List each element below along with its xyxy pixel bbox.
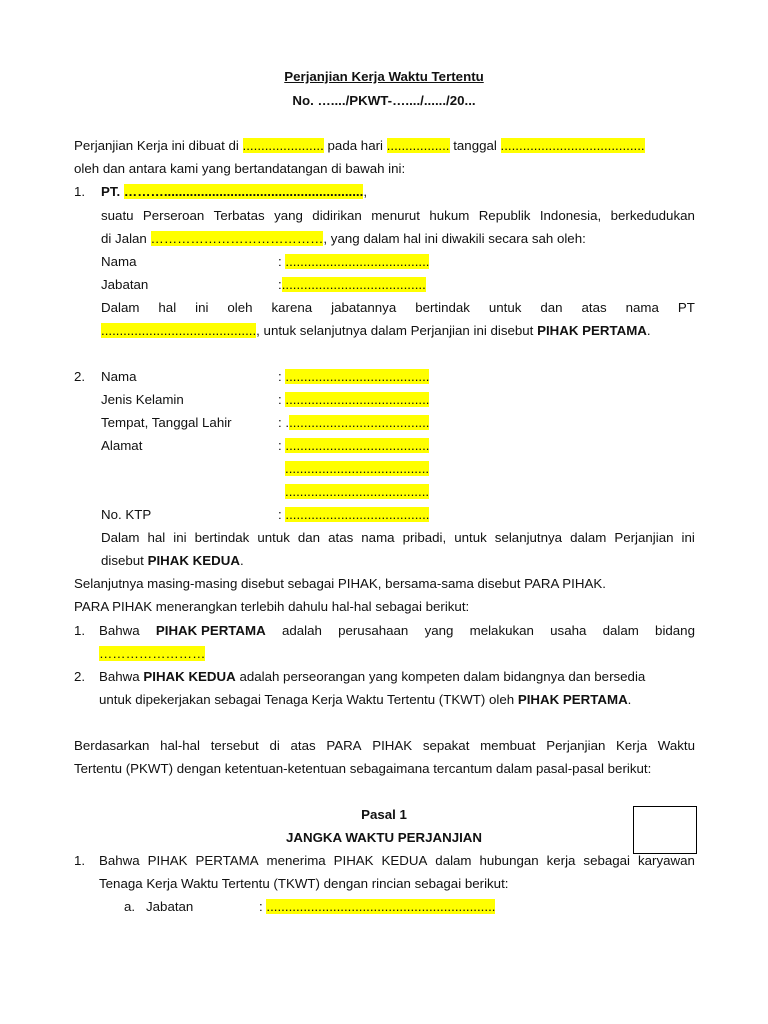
colon: : [278,438,282,453]
word: didirikan [312,208,362,223]
party2-alamat-field-3: ....................................... [285,484,430,499]
desc-text-2: , yang dalam hal ini diwakili secara sah oleh: [323,231,586,246]
word: dan [297,530,321,545]
word: Waktu [657,738,695,753]
company-name-field-2: .......................................... [101,323,257,338]
intro-text-2: pada hari [327,138,383,153]
word: untuk [488,300,522,315]
word: PARA [326,738,362,753]
party2-alamat-field-2: ....................................... [285,461,430,476]
intro-text-3: tanggal [453,138,497,153]
date-field: ....................................... [500,138,645,153]
word: membuat [480,738,536,753]
word: sepakat [422,738,470,753]
party2-ttl-field: ...................................... [289,415,430,430]
period: . [646,323,651,338]
word: dalam [570,530,607,545]
word: dalam [602,623,639,638]
desc-text: di Jalan [101,231,147,246]
word: PIHAK [333,853,374,868]
word: PIHAK [147,853,188,868]
word: ini [681,530,695,545]
party2-ktp-label: No. KTP [101,507,152,522]
colon: : [278,369,282,384]
word: PIHAK [372,738,413,753]
party2-alamat-value [278,437,429,455]
recital1-line-1 [99,622,695,640]
word: jabatannya [331,300,397,315]
word: adalah [281,623,322,638]
intro-text-1: Perjanjian Kerja ini dibuat di [74,138,239,153]
word: kerja [546,853,576,868]
party2-text-line-1 [101,529,695,547]
word: karyawan [637,853,695,868]
pasal-subtitle: JANGKA WAKTU PERJANJIAN [285,830,483,845]
word: Perseroan [142,208,205,223]
word: KEDUA [381,853,428,868]
word: hal [147,530,166,545]
jabatan-field: .............................................................. [266,899,496,914]
word: berkedudukan [610,208,695,223]
document-number: No. …..../PKWT-…..../....../20... [292,93,476,108]
pt-prefix: PT. [101,184,121,199]
pihak-pertama-label: PIHAK PERTAMA [537,323,647,338]
word: Dalam [101,530,140,545]
word: Dalam [101,300,140,315]
party2-ktp-field: ....................................... [285,507,430,522]
word: Kerja [616,738,648,753]
place-field: ...................... [242,138,324,153]
word: yang [424,623,454,638]
word: sebagai [583,853,630,868]
word: menerima [266,853,326,868]
para-line-2: PARA PIHAK menerangkan terlebih dahulu hal-hal sebagai berikut: [74,599,470,614]
word: untuk [257,530,290,545]
party1-jabatan-value [278,276,426,294]
party1-nama-field: ....................................... [285,254,430,269]
pasal1-item-a-label: Jabatan [146,899,194,914]
party2-number: 2. [74,369,86,384]
word: dalam [435,853,472,868]
role-text: , untuk selanjutnya dalam Perjanjian ini disebut [256,323,534,338]
word: atas [290,738,316,753]
word: nama [625,300,659,315]
word: Republik [478,208,531,223]
party1-role-line-1 [101,299,695,317]
party1-company [101,183,367,201]
intro-line-2: oleh dan antara kami yang bertandatangan di bawah ini: [74,161,406,176]
word: menurut [371,208,420,223]
word: PERTAMA [195,853,259,868]
colon: : [259,899,263,914]
colon: : [278,277,282,292]
pasal1-item1-line-2: Tenaga Kerja Waktu Tertentu (TKWT) dengan rincian sebagai berikut: [99,876,509,891]
word: yang [274,208,303,223]
party2-ktp-value [278,506,429,524]
word: selanjutnya [494,530,563,545]
party2-nama-label: Nama [101,369,137,384]
day-field: ................. [386,138,450,153]
party2-alamat-label: Alamat [101,438,143,453]
word: atas [581,300,607,315]
colon: : . [278,415,290,430]
pasal1-item-a-number: a. [124,899,136,914]
pihak-pertama-label: PIHAK PERTAMA [155,623,266,638]
word: Terbatas [213,208,265,223]
word: bidang [655,623,695,638]
word: Perjanjian [546,738,606,753]
pasal1-item-a-value [259,898,495,916]
word: Berdasarkan [74,738,150,753]
agreement-line-2: Tertentu (PKWT) dengan ketentuan-ketentuan sebagaimana tercantum dalam pasal-pasal berikut: [74,761,652,776]
word: atas [328,530,354,545]
word: dan [540,300,563,315]
party1-jabatan-label: Jabatan [101,277,149,292]
colon: : [278,392,282,407]
party1-desc-line-2 [101,230,586,248]
party1-jabatan-field: ....................................... [281,277,426,292]
text: untuk dipekerjakan sebagai Tenaga Kerja Waktu Tertentu (TKWT) oleh [99,692,515,707]
party2-nama-value [278,368,429,386]
intro-line-1 [74,137,645,155]
party2-alamat-field-1: ....................................... [285,438,430,453]
pasal1-item1-line-1 [99,852,695,870]
pasal-title: Pasal 1 [361,807,407,822]
party2-jk-value [278,391,429,409]
word: Bahwa [99,853,140,868]
word: bertindak [415,300,470,315]
street-field: ………………………………… [150,231,324,246]
word: suatu [101,208,134,223]
party2-nama-field: ....................................... [285,369,430,384]
word: karena [271,300,313,315]
period: . [627,692,632,707]
text: disebut [101,553,144,568]
title-text: Perjanjian Kerja Waktu Tertentu [284,69,484,84]
word: perusahaan [338,623,409,638]
party1-nama-value [278,253,429,271]
text: adalah perseorangan yang kompeten dalam bidangnya dan bersedia [239,669,646,684]
party2-jk-field: ....................................... [285,392,430,407]
word: Perjanjian [614,530,674,545]
word: di [269,738,280,753]
word: hal [158,300,177,315]
document-title [0,68,768,86]
party2-text-line-2 [101,552,244,570]
word: pribadi, [402,530,447,545]
word: usaha [550,623,587,638]
word: hukum [429,208,470,223]
recital1-number: 1. [74,623,86,638]
agreement-line-1 [74,737,695,755]
party2-jk-label: Jenis Kelamin [101,392,184,407]
recital2-line-2 [99,691,631,709]
company-name-field: ………...................................................... [123,184,364,199]
party2-ttl-label: Tempat, Tanggal Lahir [101,415,232,430]
word: untuk [454,530,487,545]
word: hubungan [479,853,539,868]
party1-nama-label: Nama [101,254,137,269]
period: . [239,553,244,568]
party1-number: 1. [74,184,86,199]
party1-role-line-2 [101,322,651,340]
word: melakukan [469,623,534,638]
word: nama [361,530,395,545]
pt-suffix: , [363,184,368,199]
pihak-kedua-label: PIHAK KEDUA [147,553,240,568]
word: PT [677,300,695,315]
para-line-1: Selanjutnya masing-masing disebut sebagai PIHAK, bersama-sama disebut PARA PIHAK. [74,576,606,591]
colon: : [278,507,282,522]
word: ini [195,300,209,315]
word: bertindak [194,530,250,545]
colon: : [278,254,282,269]
party2-ttl-value [278,414,429,432]
pihak-pertama-label: PIHAK PERTAMA [517,692,628,707]
text: Bahwa [99,669,140,684]
party2-alamat-line-3 [285,483,429,501]
business-field: …………………… [99,646,206,661]
party2-alamat-line-2 [285,460,429,478]
pasal1-item1-number: 1. [74,853,86,868]
recital1-line-2 [99,645,205,663]
pihak-kedua-label: PIHAK KEDUA [143,669,236,684]
recital2-line-1 [99,668,695,686]
word: Bahwa [99,623,140,638]
recital2-number: 2. [74,669,86,684]
word: Indonesia, [539,208,602,223]
word: tersebut [210,738,259,753]
word: ini [173,530,187,545]
party1-desc-line-1 [101,207,695,225]
word: oleh [227,300,253,315]
word: hal-hal [160,738,201,753]
